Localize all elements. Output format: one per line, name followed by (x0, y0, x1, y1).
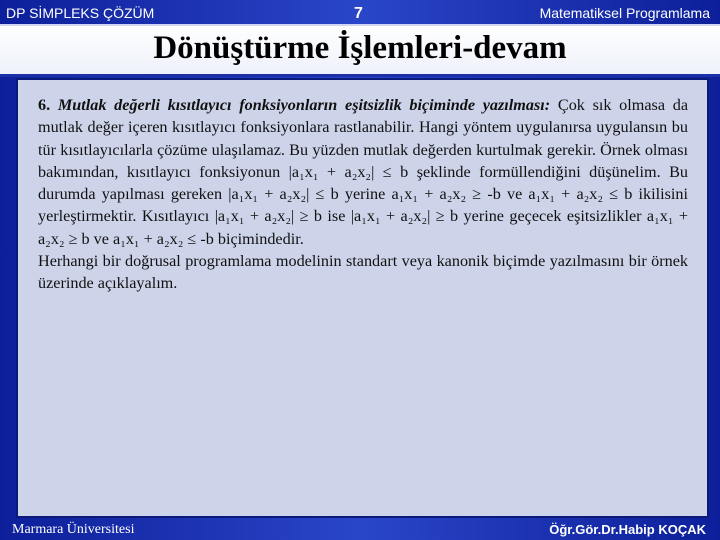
item-heading: Mutlak değerli kısıtlayıcı fonksiyonların eşitsizlik biçiminde yazılması: (57, 96, 551, 114)
p1-tail-2: yerine a₁x₁ + a₂x₂ ≥ -b ve a₁x₁ + a₂x₂ ≤ b ikilisini yerleştirmektir. Kısıtlayıcı (38, 185, 689, 226)
header-left: DP SİMPLEKS ÇÖZÜM (6, 5, 155, 21)
abs-expression-4: |a₁x₁ + a₂x₂| ≥ b (350, 207, 459, 226)
paragraph-2: Herhangi bir doğrusal programlama modelinin standart veya kanonik biçimde yazılmasını bir örnek üzerinde açıklayalım. (38, 252, 688, 293)
title-bar (0, 24, 720, 77)
header-right: Matematiksel Programlama (539, 5, 710, 21)
paragraph-1 (38, 94, 688, 250)
body-text (38, 94, 688, 295)
p1-tail-4: yerine geçecek eşitsizlikler a₁x₁ + a₂x₂ ≥ b ve a₁x₁ + a₂x₂ ≤ -b biçimindedir. (38, 207, 689, 248)
abs-expression-1: |a₁x₁ + a₂x₂| ≤ b (288, 162, 409, 181)
page-number: 7 (354, 5, 363, 22)
footer-left: Marmara Üniversitesi (12, 522, 135, 537)
footer-right: Öğr.Gör.Dr.Habip KOÇAK (549, 522, 706, 537)
content-box (16, 78, 709, 518)
abs-expression-2: |a₁x₁ + a₂x₂| ≤ b (228, 185, 339, 204)
p1-rest: Çok sık olmasa da mutlak değer içeren kısıtlayıcı fonksiyonlara rastlanabilir. Hangi yöntem uygulanırsa uygulansın bu tür kısıtlayıcılarla çözüme ulaşılamaz. Bu yüzden mutlak değerden kurtulmak gerekir. Örnek olması bakımından, kısıtlayıcı fonksiyonun (38, 96, 689, 181)
p1-tail: şeklinde formüllendiğini düşünelim. Bu durumda yapılması gereken (38, 162, 689, 204)
abs-expression-3: |a₁x₁ + a₂x₂| ≥ b (214, 207, 323, 226)
slide-title: Dönüştürme İşlemleri-devam (153, 30, 567, 66)
item-number: 6. (38, 96, 51, 114)
p1-tail-3: ise (327, 207, 346, 226)
